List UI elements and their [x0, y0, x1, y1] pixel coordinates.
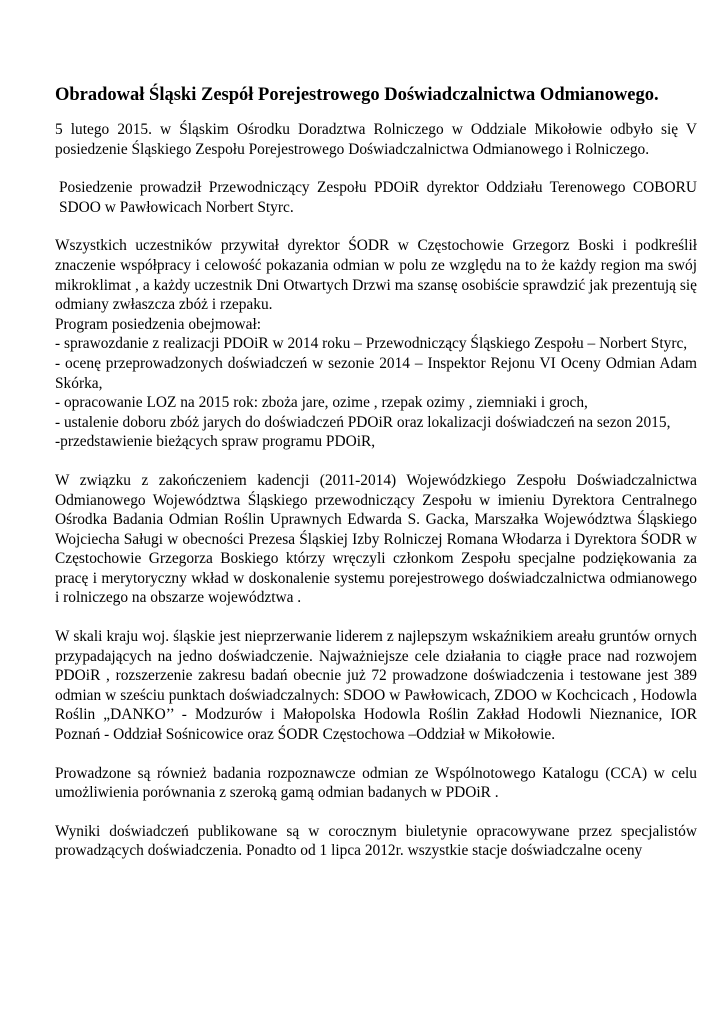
- paragraph-leader: W skali kraju woj. śląskie jest nieprzerwanie liderem z najlepszym wskaźnikiem areału gruntów ornych przypadających na jedno doświadczenie. Najważniejsze cele działania to ciągłe prace nad rozwojem PDOiR , rozszerzenie zakresu badań obecnie już 72 prowadzone doświadczenia i testowane jest 389 odmian w sześciu punktach doświadczalnych: SDOO w Pawłowicach, ZDOO w Kochcicach , Hodowla Roślin „DANKO’’ - Modzurów i Małopolska Hodowla Roślin Zakład Hodowli Nieznanice, IOR Poznań - Oddział Sośnicowice oraz ŚODR Częstochowa –Oddział w Mikołowie.: [55, 628, 697, 744]
- program-item: - ocenę przeprowadzonych doświadczeń w sezonie 2014 – Inspektor Rejonu VI Oceny Odmian Adam Skórka,: [55, 354, 697, 392]
- program-item: - ustalenie doboru zbóż jarych do doświadczeń PDOiR oraz lokalizacji doświadczeń na sezon 2015,: [55, 413, 671, 431]
- article-title: Obradował Śląski Zespół Porejestrowego Doświadczalnictwa Odmianowego.: [55, 85, 659, 105]
- paragraph-term-end: W związku z zakończeniem kadencji (2011-2014) Wojewódzkiego Zespołu Doświadczalnictwa Odmianowego Województwa Śląskiego przewodniczący Zespołu w imieniu Dyrektora Centralnego Ośrodka Badania Odmian Roślin Uprawnych Edwarda S. Gacka, Marszałka Województwa Śląskiego Wojciecha Saługi w obecności Prezesa Śląskiej Izby Rolniczej Romana Włodarza i Dyrektora ŚODR w Częstochowie Grzegorza Boskiego którzy wręczyli członkom Zespołu specjalne podziękowania za pracę i merytoryczny wkład w doskonalenie systemu porejestrowego doświadczalnictwa odmianowego i rolniczego na obszarze województwa .: [55, 471, 697, 607]
- paragraph-cca: Prowadzone są również badania rozpoznawcze odmian ze Wspólnotowego Katalogu (CCA) w celu umożliwienia porównania z szeroką gamą odmian badanych w PDOiR .: [55, 764, 697, 802]
- program-list: [55, 334, 697, 452]
- document-page: [55, 83, 697, 861]
- paragraph-chair: Posiedzenie prowadził Przewodniczący Zespołu PDOiR dyrektor Oddziału Terenowego COBORU SDOO w Pawłowicach Norbert Styrc.: [59, 179, 697, 216]
- program-intro: Program posiedzenia obejmował:: [55, 315, 262, 333]
- paragraph-results: Wyniki doświadczeń publikowane są w corocznym biuletynie opracowywane przez specjalistów prowadzących doświadczenia. Ponadto od 1 lipca 2012r. wszystkie stacje doświadczalne oceny: [55, 822, 697, 860]
- program-item: - opracowanie LOZ na 2015 rok: zboża jare, ozime , rzepak ozimy , ziemniaki i groch,: [55, 394, 588, 412]
- program-item: - sprawozdanie z realizacji PDOiR w 2014 roku – Przewodniczący Śląskiego Zespołu – Norbert Styrc,: [55, 335, 688, 353]
- program-item: -przedstawienie bieżących spraw programu PDOiR,: [55, 433, 376, 451]
- paragraph-intro: 5 lutego 2015. w Śląskim Ośrodku Doradztwa Rolniczego w Oddziale Mikołowie odbyło się V posiedzenie Śląskiego Zespołu Porejestrowego Doświadczalnictwa Odmianowego i Rolniczego.: [55, 121, 697, 158]
- paragraph-welcome: Wszystkich uczestników przywitał dyrektor ŚODR w Częstochowie Grzegorz Boski i podkreślił znaczenie współpracy i celowość pokazania odmian w polu ze względu na to że każdy region ma swój mikroklimat , a każdy uczestnik Dni Otwartych Drzwi ma szansę osobiście sprawdzić jak prezentują się odmiany zwłaszcza zbóż i rzepaku.: [55, 237, 697, 314]
